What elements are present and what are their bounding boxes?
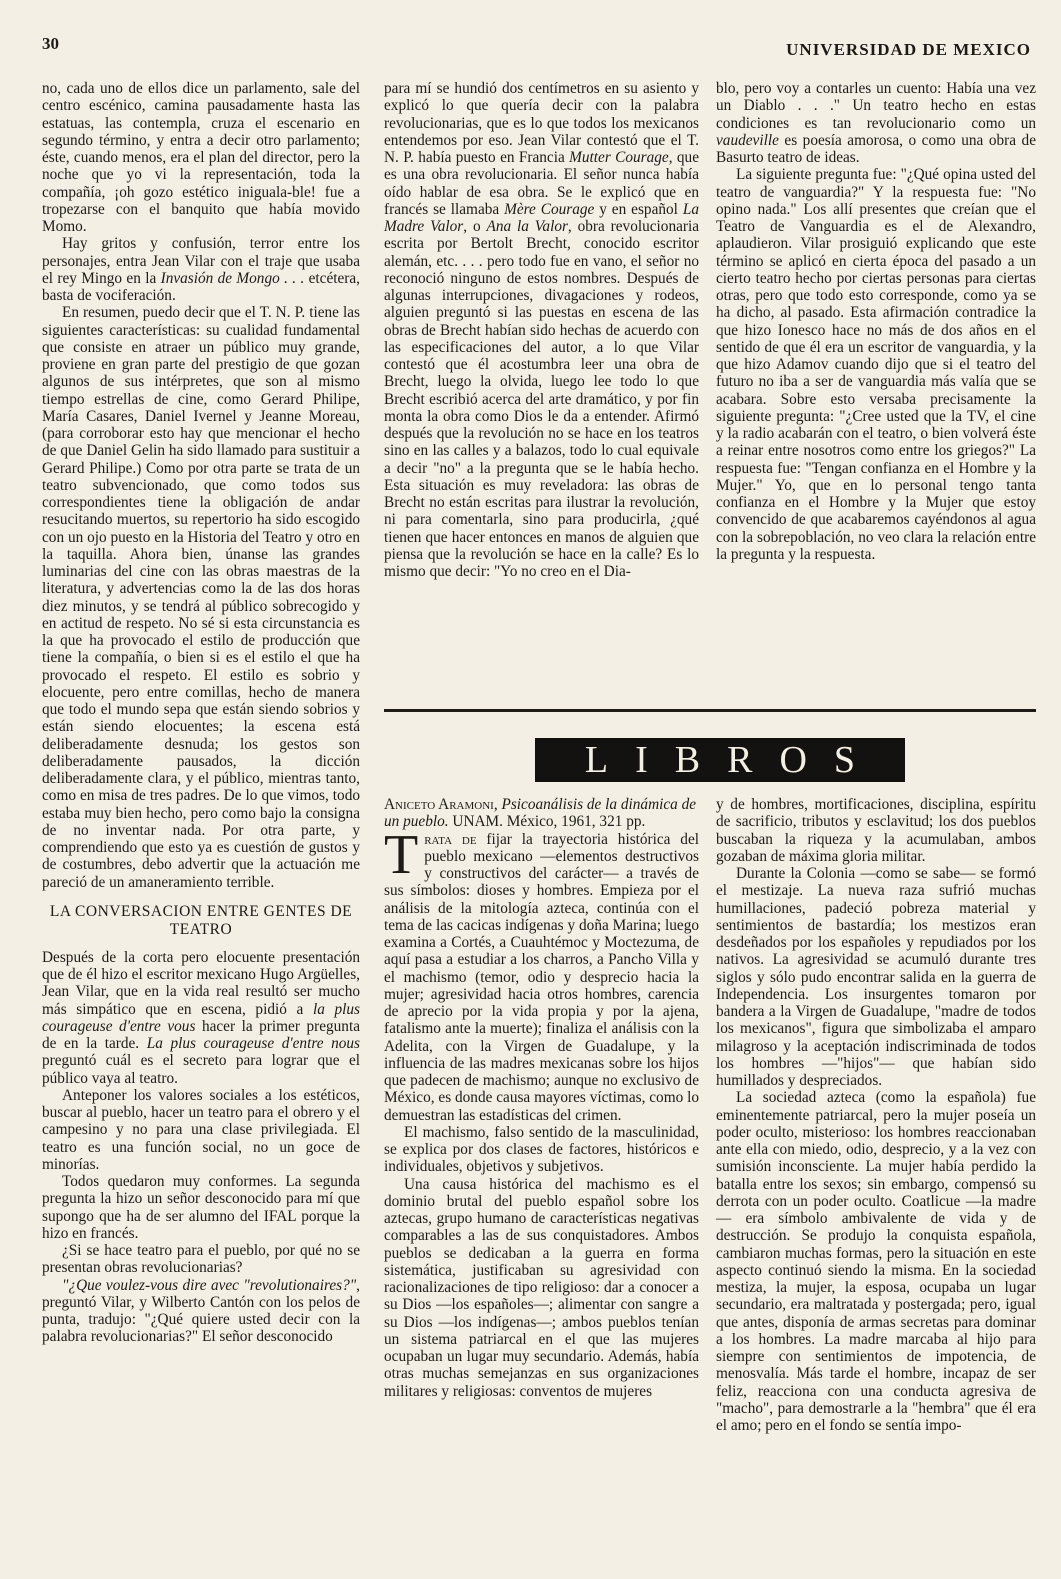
paragraph: Todos quedaron muy conformes. La segunda pregunta la hizo un señor desconocido para mí que supongo que ha de ser alumno del IFAL porque la hizo en francés. [42,1173,360,1242]
book-author: Aniceto Aramoni [384,796,494,813]
text-run: etcétera, basta de vociferación. [42,269,360,304]
review-column-1 [384,796,699,1400]
text-run: preguntó cuál es el secreto para lograr que el público vaya al teatro. [42,1052,360,1087]
paragraph: El machismo, falso sentido de la masculinidad, se explica por dos clases de factores, históricos e individuales, objetivos y subjetivos. [384,1123,699,1176]
paragraph: En resumen, puedo decir que el T. N. P. tiene las siguientes características: su cualidad fundamental que consiste en atraer un público muy grande, proviene en gran parte del prestigio de que gozan algunos de sus intérpretes, que son al mismo tiempo estrellas de cine, como Gerard Philipe, María Casares, Daniel Ivernel y Jeanne Moreau, (para corroborar esto hay que mencionar el hecho de que Daniel Gelin ha sido llamado para sustituir a Gerard Philipe.) Como por otra parte se trata de un teatro subvencionado, que como todos sus correspondientes tiene la obligación de andar resucitando muertos, su repertorio ha sido escogido con un ojo puesto en la Historia del Teatro y otro en la taquilla. Ahora bien, únanse las grandes luminarias del cine con las obras maestras de la literatura, y advertencias como la de las dos horas diez minutos, y se tendrá al público sobrecogido y en actitud de respeto. No sé si esta circunstancia es la que ha provocado el estilo de producción que tiene la compañía, o bien si es el estilo el que ha provocado el respeto. El estilo es sobrio y elocuente, pero entre comillas, hecho de manera que todo el mundo sepa que están siendo sobrios y están siendo elocuentes; la escena está deliberadamente desnuda; los gestos son deliberadamente pausados, la dicción deliberadamente clara, y el público, mientras tanto, como en misa de tres padres. De lo que vimos, todo estaba muy bien hecho, pero como bajo la consigna de no inventar nada. Por otra parte, y comprendiendo que esto ya es cuestión de gustos y de costumbres, debo advertir que la actuación me pareció de un amaneramiento terrible. [42,304,360,891]
books-banner [535,738,905,782]
paragraph: La sociedad azteca (como la española) fue eminentemente patriarcal, pero la mujer poseía un poder oculto, misterioso: los hombres reaccionaban ante ella con miedo, odio, desprecio, y a la vez con sumisión inconsciente. La mujer había perdido la batalla entre los sexos; sin embargo, compensó su derrota con un poder oculto. Coatlicue —la madre— era símbolo ambivalente de vida y de destrucción. Se produjo la conquista española, cambiaron muchas formas, pero la situación en este aspecto continuó siendo la misma. En la sociedad mestiza, la mujer, la esposa, ocupaba un lugar secundario, era maltratada y postergada; pero, igual que antes, disponía de armas secretas para dominar a los hombres. La madre marcaba al hijo para siempre con sentimientos de impotencia, de menosvalía. Más tarde el hombre, incapaz de ser feliz, reacciona con una conducta agresiva de "macho", para demostrarle a la "hembra" que él era el amo; pero en el fondo se sentía impo- [716,1089,1036,1434]
paragraph [384,80,699,580]
book-title: Psicoanálisis de la dinámica de un pueblo. [384,796,697,831]
lead-in: rata de [424,830,477,848]
article-column-1 [42,80,360,1346]
italic-phrase: la plus courageuse d'entre vous [42,1000,360,1035]
text-run: , obra revolucionaria escrita por Bertolt Brecht, conocido escritor alemán, etc. . . . pero todo fue en vano, el señor no reconoció ninguno de estos nombres. Después de algunas interrupciones, divagaciones y rodeos, alguien preguntó si las puestas en escena de las obras de Brecht habían sido hechas de acuerdo con las especificaciones del autor, a lo que Vilar contestó que él acostumbra leer una obra de Brecht, luego la olvida, luego lee todo lo que Brecht escribió acerca del arte dramático, y por fin monta la obra como Dios le da a entender. Afirmó después que la revolución no se hace en los teatros sino en las calles y a balazos, todo lo cual equivale a decir "no" a la pregunta que se le había hecho. Esta situación es muy reveladora: las obras de Brecht no están escritas para ilustrar la revolución, ni para comentarla, sino para producirla, ¿qué tienen que hacer entonces en manos de alguien que piensa que la revolución se hace en la calle? Es lo mismo que decir: "Yo no creo en el Dia- [384,218,700,580]
text-run: hacer la primer pregunta de en la tarde. [42,1017,360,1052]
italic-word: vaudeville [716,131,779,149]
review-column-2 [716,796,1036,1434]
paragraph: La siguiente pregunta fue: "¿Qué opina usted del teatro de vanguardia?" Y la respuesta fue: "No opino nada." Los allí presentes que creían que el Teatro de Vanguardia es el de Alexandro, aplaudieron. Vilar prosiguió explicando que este término se aplicó en cierta época del pasado a un cierto teatro hecho por ciertas personas para ciertas otras, pero que todo esto corresponde, como ya se ha dicho, al pasado. Esta afirmación contradice la que hizo Ionesco hace no más de dos años en el sentido de que él era un escritor de vanguardia, y la que hizo Adamov cuando dijo que si el teatro del futuro no iba a ser de vanguardia más valía que se acabara. Sobre esto versaba precisamente la siguiente pregunta: "¿Cree usted que la TV, el cine y la radio acabarán con el teatro, o bien volverá éste a reinar entre nosotros como entre los griegos?" La respuesta fue: "Tengan confianza en el Hombre y la Mujer." Yo, que en lo personal tengo tanta confianza en el Hombre y la Mujer que estoy convencido de que acabaremos cayéndonos al agua con la sobrepoblación, no veo clara la relación entre la pregunta y la respuesta. [716,166,1036,563]
text-run: , que es una obra revolucionaria. El señor nunca había oído hablar de esa obra. Se le explicó que en francés se llamaba [384,149,699,218]
text-run: , preguntó Vilar, y Wilberto Cantón con los pelos de punta, tradujo: "¿Qué quiere usted decir con la palabra revolucionarias?" El señor desconocido [42,1276,360,1346]
paragraph [384,823,699,1124]
paragraph [42,949,360,1087]
italic-phrase: La plus courageuse d'entre nous [146,1035,361,1052]
text-run: es poesía amorosa, o como una obra de Basurto teatro de ideas. [716,131,1036,166]
paragraph [716,80,1036,166]
paragraph: Anteponer los valores sociales a los estéticos, buscar al pueblo, hacer un teatro para el obrero y el campesino y no para una clase privilegiada. El teatro es una función social, no un goce de minorías. [42,1086,360,1173]
italic-quote: "¿Que voulez-vous dire avec "revolutionaires?" [62,1276,357,1294]
section-heading: LA CONVERSACION ENTRE GENTES DE TEATRO [49,902,353,938]
italic-title: La Madre Valor [384,200,699,235]
text-run: para mí se hundió dos centímetros en su asiento y explicó lo que quería decir con la palabra revolucionarias, que es lo que todos los mexicanos entendemos por eso. Jean Vilar contestó que el T. N. P. había puesto en Francia [384,80,699,166]
paragraph [42,1277,360,1346]
books-banner-label: LIBROS [584,739,883,781]
paragraph: no, cada uno de ellos dice un parlamento, sale del centro escénico, camina pausadamente hasta las estatuas, las contempla, cruza el escenario en segundo término, y entra a decir otro parlamento; éste, cuando menos, era el plan del director, pero la noche que yo vi la representación, toda la compañía, ¡oh gozo estético iniguala-ble! fue a tropezarse con el banquito que había movido Momo. [42,80,360,235]
section-divider [384,709,1036,712]
italic-title: Ana la Valor [486,218,568,235]
book-publication: UNAM. México, 1961, 321 pp. [448,813,646,831]
text-run: Después de la corta pero elocuente presentación que de él hizo el escritor mexicano Hugo Argüelles, Jean Vilar, que en la vida real resultó ser mucho más simpático que en escena, pidió a [42,948,360,1018]
paragraph: y de hombres, mortificaciones, disciplina, espíritu de sacrificio, tributos y esclavitud; los dos pueblos buscaban la riqueza y la acumulaban, ambos gozaban de máxima gloria militar. [716,796,1036,865]
article-column-3 [716,80,1036,563]
italic-title: Invasión de Mongo . . . [160,269,305,287]
paragraph: Durante la Colonia —como se sabe— se formó el mestizaje. La nueva raza sufrió muchas humillaciones, padeció pobreza material y sentimientos de bastardía; los mestizos eran desdeñados por los españoles y repudiados por los nativos. La agresividad se acumuló durante tres siglos y sólo pudo encontrar salida en la guerra de Independencia. Los insurgentes tomaron por bandera a la Virgen de Guadalupe, "madre de todos los mexicanos", figura que simbolizaba el amparo milagroso y la aceptación indiscriminada de todos los hombres —"hijos"— que habían sido humillados y despreciados. [716,865,1036,1089]
running-head: UNIVERSIDAD DE MEXICO [786,40,1031,59]
italic-title: Mutter Courage [569,149,669,166]
paragraph: Una causa histórica del machismo es el dominio brutal del pueblo español sobre los aztecas, grupo humano de características negativas comparables a las de sus conquistadores. Ambos pueblos se dedicaban a la guerra en forma sistemática, justificaban su agresividad con racionalizaciones de tipo religioso: dar a conocer a su Dios —los españoles—; alimentar con sangre a su Dios —los indígenas—; ambos pueblos tenían un sistema patriarcal en el que las mujeres ocupaban un lugar muy secundario. Además, había otras muchas semejanzas en sus organizaciones militares y religiosas: conventos de mujeres [384,1175,699,1400]
italic-title: Mère Courage [504,200,595,218]
paragraph [42,235,360,304]
text-run: fijar la trayectoria histórica del pueblo mexicano —elementos destructivos y constructivos del carácter— a través de sus símbolos: dioses y hombres. Empieza por el análisis de la mitología azteca, continúa con el tema de las cacicas indígenas y doña Marina; luego examina a Cortés, a Cuauhtémoc y Moctezuma, de aquí pasa a estudiar a los charros, a Pancho Villa y el machismo (temor, odio y desprecio hacia la mujer; agresividad hacia otros hombres, carencia de aprecio por la vida propia y por la ajena, fatalismo ante la muerte); finaliza el análisis con la Adelita, con la Virgen de Guadalupe, y la influencia de las madres mexicanas sobre los hijos que padecen de machismo; aunque no exclusivo de México, es donde causa mayores víctimas, como lo demuestran las estadísticas del crimen. [384,830,699,1124]
drop-cap: T [384,823,419,886]
book-reference: Aniceto Aramoni, Psicoanálisis de la dinámica de un pueblo. UNAM. México, 1961, 321 pp. [384,796,697,831]
paragraph: ¿Si se hace teatro para el pueblo, por qué no se presentan obras revolucionarias? [42,1242,360,1277]
text-run: , o [463,218,487,235]
text-run: Hay gritos y confusión, terror entre los personajes, entra Jean Vilar con el traje que usaba el rey Mingo en la [42,235,360,287]
text-run: blo, pero voy a contarles un cuento: Había una vez un Diablo . . ." Un teatro hecho en estas condiciones es tan revolucionario como un [716,80,1036,132]
text-run: y en español [594,200,683,218]
article-column-2 [384,80,699,580]
page-number: 30 [42,34,59,53]
